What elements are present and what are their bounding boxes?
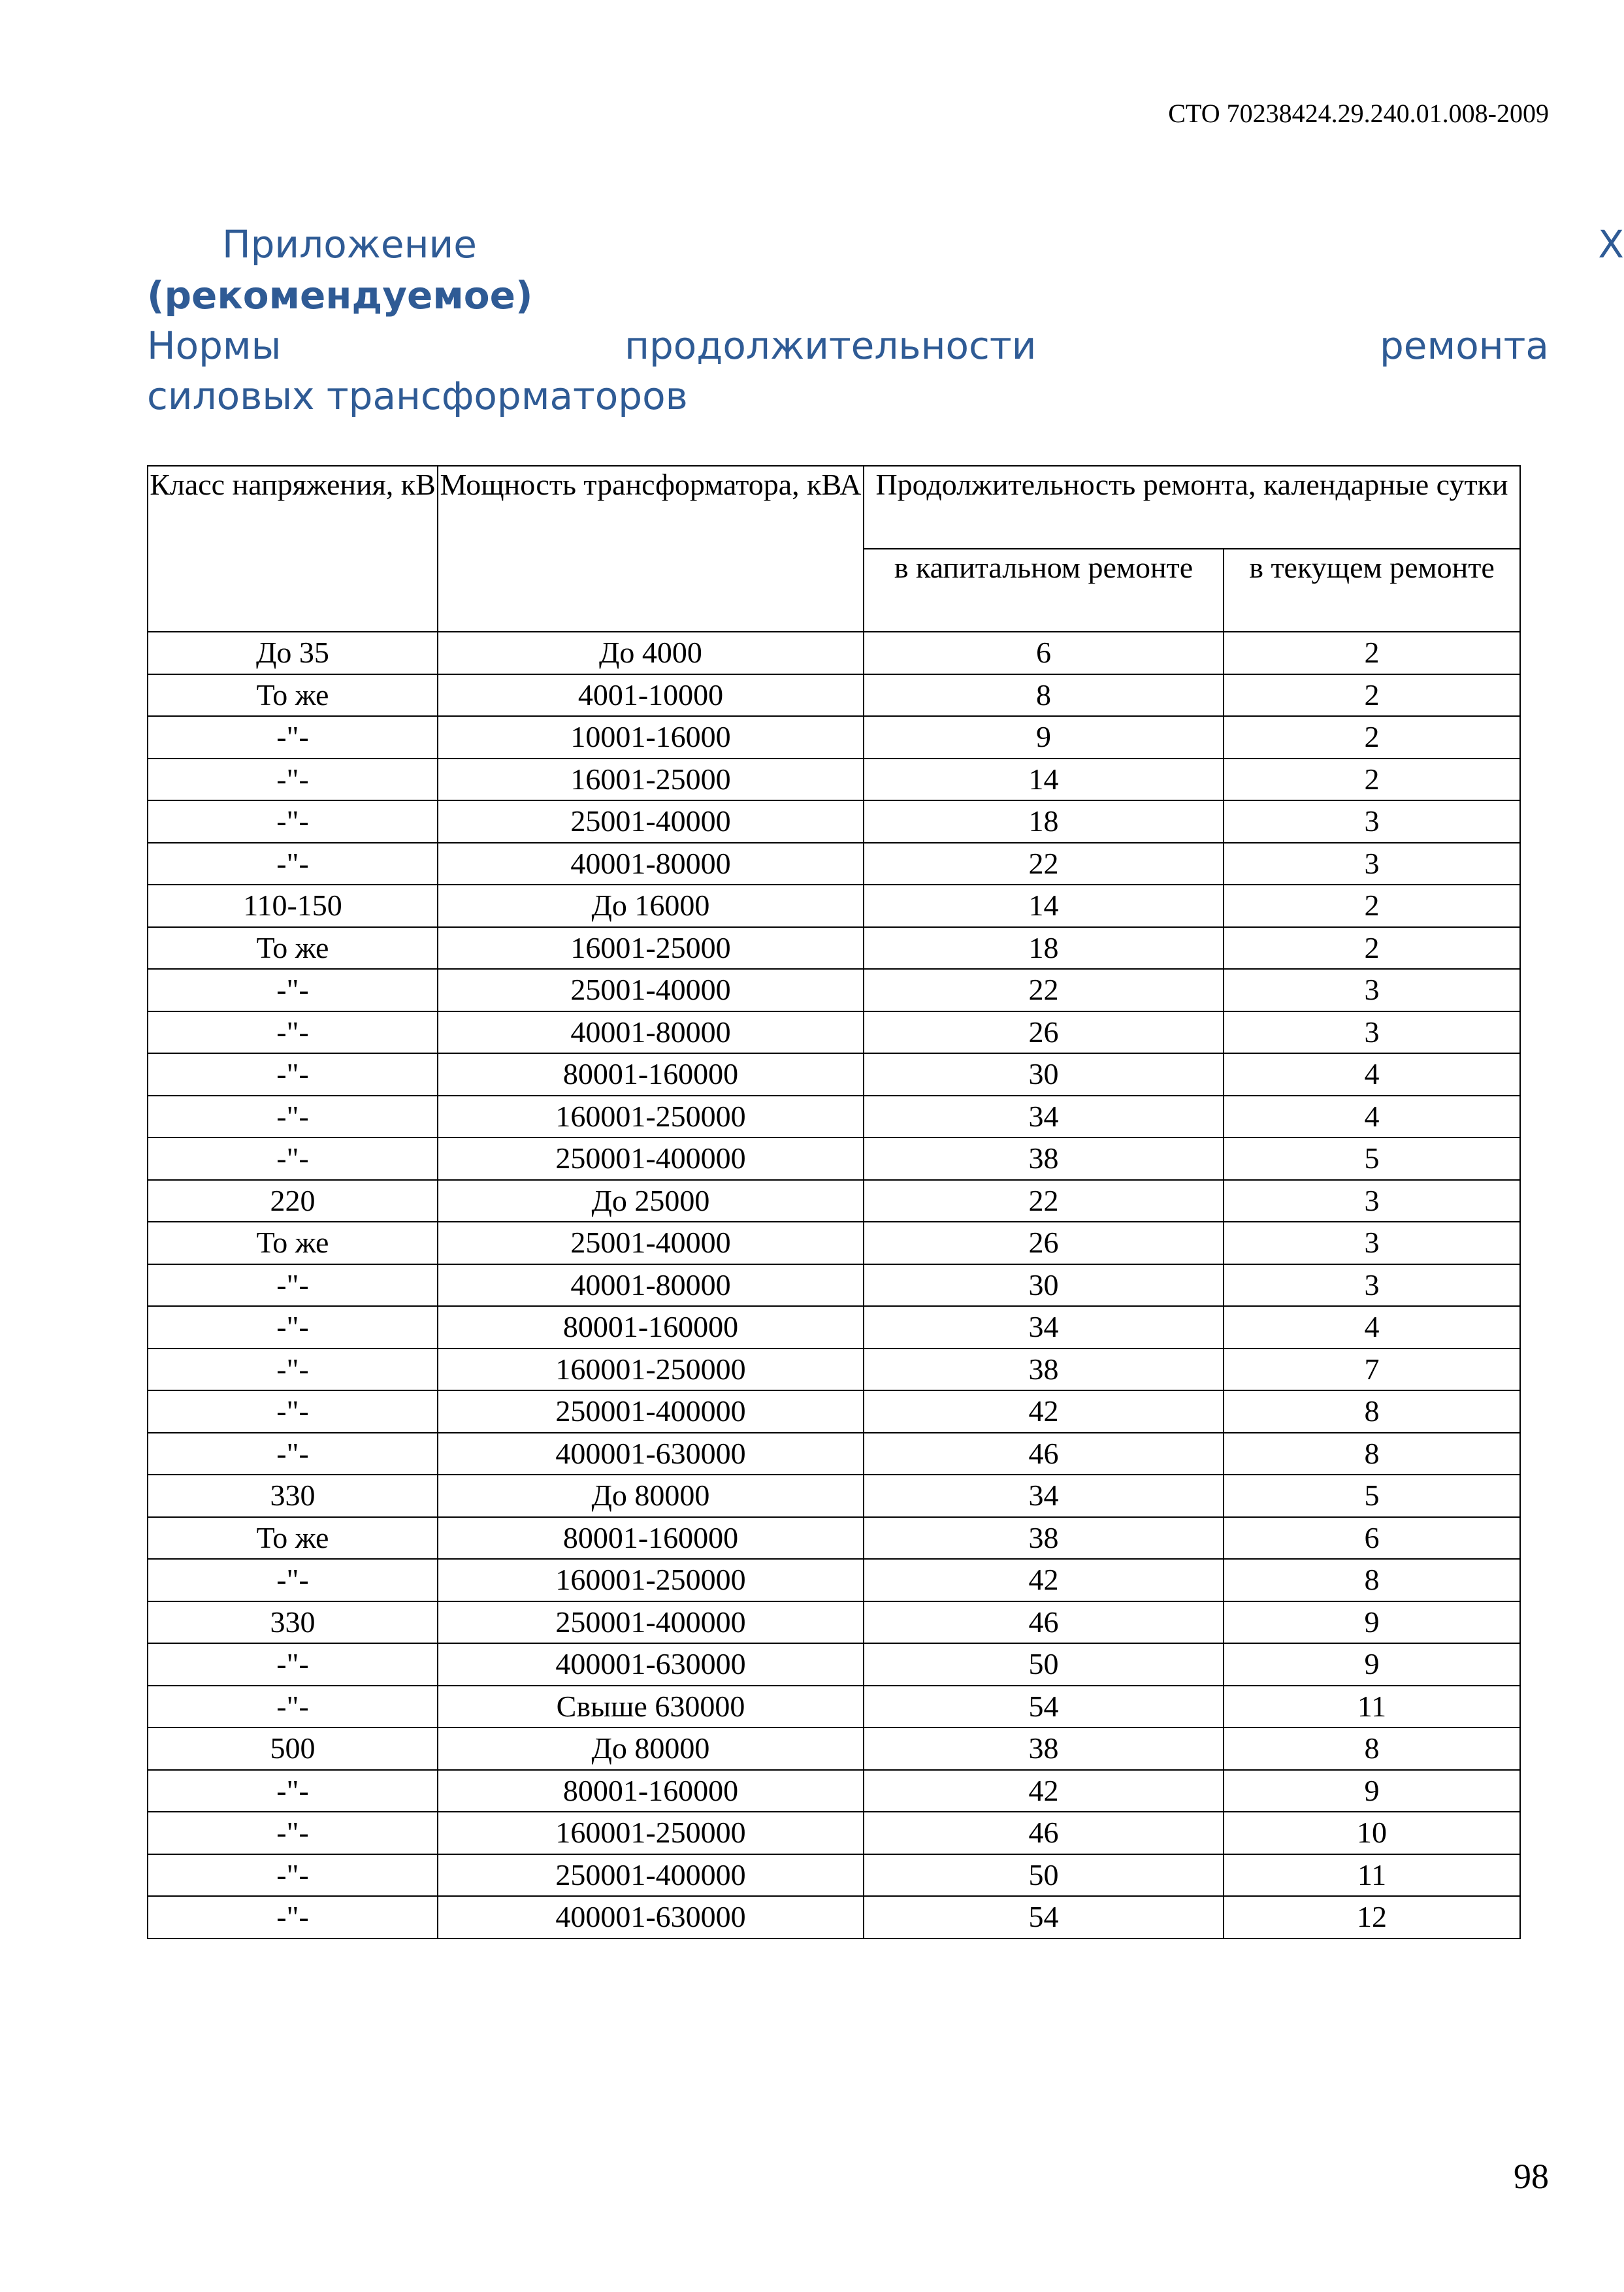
capital-repair-days-cell: 18 xyxy=(864,800,1224,843)
power-range-cell: До 4000 xyxy=(438,632,864,674)
table-row xyxy=(148,1854,1520,1897)
voltage-class-cell: -"- xyxy=(148,716,438,759)
table-row xyxy=(148,1306,1520,1349)
power-range-cell: 25001-40000 xyxy=(438,800,864,843)
table-row xyxy=(148,1559,1520,1601)
table-row xyxy=(148,1643,1520,1686)
capital-repair-days-cell: 50 xyxy=(864,1854,1224,1897)
power-range-cell: 160001-250000 xyxy=(438,1812,864,1854)
page-number: 98 xyxy=(1514,2157,1549,2196)
voltage-class-cell: -"- xyxy=(148,1812,438,1854)
header-voltage-class: Класс напряжения, кВ xyxy=(148,466,438,632)
current-repair-days-cell: 2 xyxy=(1224,759,1520,801)
voltage-class-cell: -"- xyxy=(148,1643,438,1686)
table-row xyxy=(148,1349,1520,1391)
power-range-cell: До 80000 xyxy=(438,1475,864,1517)
table-row xyxy=(148,1390,1520,1433)
table-row xyxy=(148,927,1520,970)
current-repair-days-cell: 11 xyxy=(1224,1686,1520,1728)
capital-repair-days-cell: 38 xyxy=(864,1727,1224,1770)
current-repair-days-cell: 3 xyxy=(1224,969,1520,1011)
power-range-cell: 80001-160000 xyxy=(438,1053,864,1096)
table-row xyxy=(148,800,1520,843)
capital-repair-days-cell: 26 xyxy=(864,1222,1224,1264)
capital-repair-days-cell: 50 xyxy=(864,1643,1224,1686)
table-row xyxy=(148,885,1520,927)
current-repair-days-cell: 2 xyxy=(1224,885,1520,927)
title-word-1: Нормы xyxy=(147,323,282,368)
current-repair-days-cell: 3 xyxy=(1224,1264,1520,1307)
power-range-cell: До 25000 xyxy=(438,1180,864,1222)
power-range-cell: 400001-630000 xyxy=(438,1433,864,1475)
capital-repair-days-cell: 38 xyxy=(864,1138,1224,1180)
power-range-cell: 25001-40000 xyxy=(438,969,864,1011)
capital-repair-days-cell: 46 xyxy=(864,1601,1224,1644)
power-range-cell: 250001-400000 xyxy=(438,1854,864,1897)
power-range-cell: 250001-400000 xyxy=(438,1390,864,1433)
capital-repair-days-cell: 46 xyxy=(864,1433,1224,1475)
current-repair-days-cell: 8 xyxy=(1224,1433,1520,1475)
table-row xyxy=(148,716,1520,759)
table-row xyxy=(148,1180,1520,1222)
power-range-cell: 10001-16000 xyxy=(438,716,864,759)
table-row xyxy=(148,1053,1520,1096)
capital-repair-days-cell: 30 xyxy=(864,1264,1224,1307)
table-row xyxy=(148,1601,1520,1644)
capital-repair-days-cell: 38 xyxy=(864,1517,1224,1560)
voltage-class-cell: 330 xyxy=(148,1601,438,1644)
header-current-repair: в текущем ремонте xyxy=(1224,549,1520,632)
voltage-class-cell: 500 xyxy=(148,1727,438,1770)
capital-repair-days-cell: 34 xyxy=(864,1306,1224,1349)
capital-repair-days-cell: 30 xyxy=(864,1053,1224,1096)
power-range-cell: 160001-250000 xyxy=(438,1559,864,1601)
table-row xyxy=(148,759,1520,801)
capital-repair-days-cell: 38 xyxy=(864,1349,1224,1391)
power-range-cell: 4001-10000 xyxy=(438,674,864,717)
repair-norms-table xyxy=(147,465,1521,1939)
current-repair-days-cell: 3 xyxy=(1224,1222,1520,1264)
heading-title-line-2: силовых трансформаторов xyxy=(147,374,688,418)
capital-repair-days-cell: 22 xyxy=(864,843,1224,885)
power-range-cell: 160001-250000 xyxy=(438,1096,864,1138)
voltage-class-cell: -"- xyxy=(148,1559,438,1601)
appendix-label: Приложение xyxy=(222,222,477,267)
current-repair-days-cell: 5 xyxy=(1224,1475,1520,1517)
voltage-class-cell: -"- xyxy=(148,1770,438,1812)
voltage-class-cell: -"- xyxy=(148,1053,438,1096)
table-row xyxy=(148,1475,1520,1517)
power-range-cell: До 16000 xyxy=(438,885,864,927)
capital-repair-days-cell: 34 xyxy=(864,1475,1224,1517)
capital-repair-days-cell: 54 xyxy=(864,1686,1224,1728)
current-repair-days-cell: 2 xyxy=(1224,674,1520,717)
capital-repair-days-cell: 42 xyxy=(864,1390,1224,1433)
table-row xyxy=(148,1264,1520,1307)
power-range-cell: 400001-630000 xyxy=(438,1643,864,1686)
power-range-cell: 40001-80000 xyxy=(438,843,864,885)
current-repair-days-cell: 8 xyxy=(1224,1559,1520,1601)
capital-repair-days-cell: 34 xyxy=(864,1096,1224,1138)
power-range-cell: До 80000 xyxy=(438,1727,864,1770)
current-repair-days-cell: 5 xyxy=(1224,1138,1520,1180)
current-repair-days-cell: 3 xyxy=(1224,1180,1520,1222)
current-repair-days-cell: 10 xyxy=(1224,1812,1520,1854)
voltage-class-cell: -"- xyxy=(148,1011,438,1054)
voltage-class-cell: -"- xyxy=(148,1349,438,1391)
capital-repair-days-cell: 6 xyxy=(864,632,1224,674)
table-row xyxy=(148,1770,1520,1812)
table-row xyxy=(148,1812,1520,1854)
table-row xyxy=(148,1896,1520,1939)
current-repair-days-cell: 9 xyxy=(1224,1643,1520,1686)
current-repair-days-cell: 2 xyxy=(1224,927,1520,970)
capital-repair-days-cell: 14 xyxy=(864,759,1224,801)
table-row xyxy=(148,1433,1520,1475)
voltage-class-cell: То же xyxy=(148,1517,438,1560)
power-range-cell: 80001-160000 xyxy=(438,1770,864,1812)
title-word-3: ремонта xyxy=(1379,323,1549,368)
power-range-cell: 400001-630000 xyxy=(438,1896,864,1939)
capital-repair-days-cell: 42 xyxy=(864,1770,1224,1812)
table-row xyxy=(148,1011,1520,1054)
current-repair-days-cell: 12 xyxy=(1224,1896,1520,1939)
voltage-class-cell: -"- xyxy=(148,1306,438,1349)
table-row xyxy=(148,1096,1520,1138)
capital-repair-days-cell: 8 xyxy=(864,674,1224,717)
voltage-class-cell: -"- xyxy=(148,969,438,1011)
voltage-class-cell: То же xyxy=(148,1222,438,1264)
voltage-class-cell: -"- xyxy=(148,1896,438,1939)
capital-repair-days-cell: 26 xyxy=(864,1011,1224,1054)
table-row xyxy=(148,843,1520,885)
table-row xyxy=(148,632,1520,674)
voltage-class-cell: 220 xyxy=(148,1180,438,1222)
table-row xyxy=(148,1517,1520,1560)
current-repair-days-cell: 4 xyxy=(1224,1053,1520,1096)
capital-repair-days-cell: 54 xyxy=(864,1896,1224,1939)
current-repair-days-cell: 3 xyxy=(1224,843,1520,885)
appendix-status: (рекомендуемое) xyxy=(147,273,533,318)
current-repair-days-cell: 2 xyxy=(1224,716,1520,759)
table-row xyxy=(148,674,1520,717)
table-row xyxy=(148,1222,1520,1264)
capital-repair-days-cell: 22 xyxy=(864,969,1224,1011)
table-row xyxy=(148,1727,1520,1770)
power-range-cell: 40001-80000 xyxy=(438,1264,864,1307)
current-repair-days-cell: 2 xyxy=(1224,632,1520,674)
power-range-cell: 16001-25000 xyxy=(438,759,864,801)
current-repair-days-cell: 11 xyxy=(1224,1854,1520,1897)
power-range-cell: 160001-250000 xyxy=(438,1349,864,1391)
voltage-class-cell: -"- xyxy=(148,1686,438,1728)
current-repair-days-cell: 4 xyxy=(1224,1096,1520,1138)
heading-line-1 xyxy=(147,222,1624,267)
current-repair-days-cell: 8 xyxy=(1224,1727,1520,1770)
capital-repair-days-cell: 9 xyxy=(864,716,1224,759)
voltage-class-cell: То же xyxy=(148,674,438,717)
current-repair-days-cell: 7 xyxy=(1224,1349,1520,1391)
current-repair-days-cell: 9 xyxy=(1224,1770,1520,1812)
table-body xyxy=(148,632,1520,1939)
voltage-class-cell: -"- xyxy=(148,1854,438,1897)
appendix-letter: Х xyxy=(1598,222,1624,267)
voltage-class-cell: То же xyxy=(148,927,438,970)
voltage-class-cell: -"- xyxy=(148,1433,438,1475)
current-repair-days-cell: 4 xyxy=(1224,1306,1520,1349)
current-repair-days-cell: 3 xyxy=(1224,1011,1520,1054)
power-range-cell: 80001-160000 xyxy=(438,1306,864,1349)
voltage-class-cell: 110-150 xyxy=(148,885,438,927)
power-range-cell: 40001-80000 xyxy=(438,1011,864,1054)
voltage-class-cell: -"- xyxy=(148,1096,438,1138)
current-repair-days-cell: 8 xyxy=(1224,1390,1520,1433)
capital-repair-days-cell: 22 xyxy=(864,1180,1224,1222)
power-range-cell: 25001-40000 xyxy=(438,1222,864,1264)
voltage-class-cell: До 35 xyxy=(148,632,438,674)
table-row xyxy=(148,969,1520,1011)
capital-repair-days-cell: 42 xyxy=(864,1559,1224,1601)
power-range-cell: 250001-400000 xyxy=(438,1138,864,1180)
power-range-cell: 250001-400000 xyxy=(438,1601,864,1644)
capital-repair-days-cell: 18 xyxy=(864,927,1224,970)
header-capital-repair: в капитальном ремонте xyxy=(864,549,1224,632)
voltage-class-cell: -"- xyxy=(148,1138,438,1180)
voltage-class-cell: -"- xyxy=(148,800,438,843)
capital-repair-days-cell: 46 xyxy=(864,1812,1224,1854)
power-range-cell: 16001-25000 xyxy=(438,927,864,970)
current-repair-days-cell: 3 xyxy=(1224,800,1520,843)
voltage-class-cell: -"- xyxy=(148,759,438,801)
power-range-cell: 80001-160000 xyxy=(438,1517,864,1560)
voltage-class-cell: 330 xyxy=(148,1475,438,1517)
table-row xyxy=(148,1138,1520,1180)
header-repair-duration: Продолжительность ремонта, календарные сутки xyxy=(864,466,1520,549)
header-transformer-power: Мощность трансформатора, кВА xyxy=(438,466,864,632)
voltage-class-cell: -"- xyxy=(148,1390,438,1433)
table-row xyxy=(148,1686,1520,1728)
voltage-class-cell: -"- xyxy=(148,1264,438,1307)
current-repair-days-cell: 9 xyxy=(1224,1601,1520,1644)
title-word-2: продолжительности xyxy=(625,323,1037,368)
power-range-cell: Свыше 630000 xyxy=(438,1686,864,1728)
heading-title-line xyxy=(147,323,1549,368)
capital-repair-days-cell: 14 xyxy=(864,885,1224,927)
document-code: СТО 70238424.29.240.01.008-2009 xyxy=(1168,99,1549,128)
voltage-class-cell: -"- xyxy=(148,843,438,885)
current-repair-days-cell: 6 xyxy=(1224,1517,1520,1560)
